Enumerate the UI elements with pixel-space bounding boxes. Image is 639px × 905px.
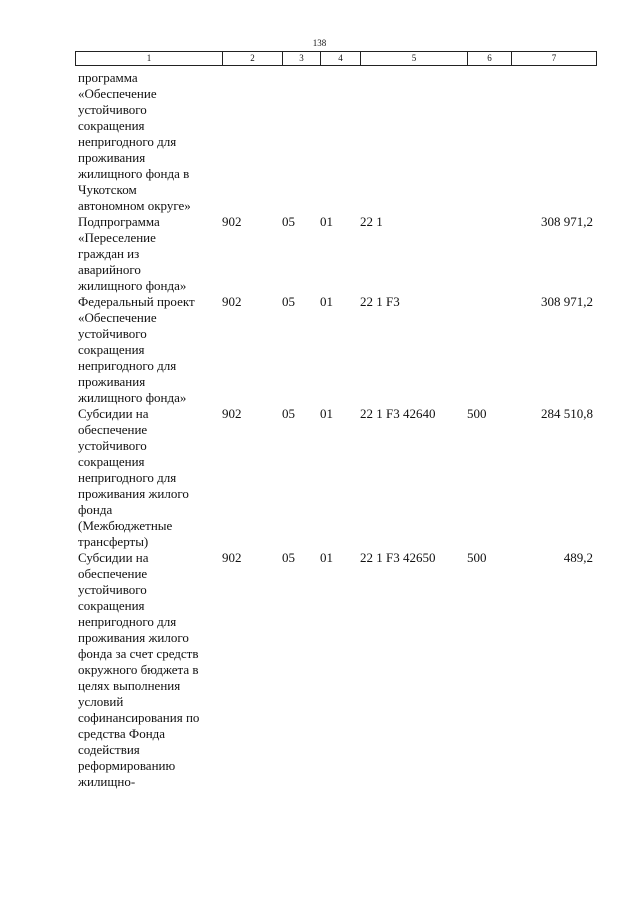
subsection-code-cell: 01 — [320, 294, 333, 309]
amount-cell: 308 971,2 — [541, 214, 593, 229]
row-name-line: непригодного для — [78, 358, 177, 373]
header-col-1: 1 — [76, 52, 223, 65]
header-col-5: 5 — [361, 52, 468, 65]
row-name-cell — [75, 406, 222, 550]
subsection-code-cell: 01 — [320, 550, 333, 565]
header-col-3: 3 — [283, 52, 321, 65]
admin-code-cell: 902 — [222, 550, 242, 565]
row-name-line: сокращения — [78, 118, 145, 133]
row-name-line: проживания — [78, 150, 146, 165]
row-name-line: непригодного для — [78, 470, 177, 485]
row-name-line: непригодного для — [78, 134, 177, 149]
row-name-line: Подпрограмма — [78, 214, 160, 229]
row-name-line: жилищного фонда» — [78, 278, 187, 293]
row-name-line: программа — [78, 70, 138, 85]
row-name-line: софинансирования по — [78, 710, 200, 725]
row-name-line: устойчивого — [78, 326, 147, 341]
row-name-line: Федеральный проект — [78, 294, 195, 309]
table-row — [75, 406, 595, 550]
row-name-line: фонда за счет средств — [78, 646, 199, 661]
row-name-line: обеспечение — [78, 566, 148, 581]
row-name-line: трансферты) — [78, 534, 149, 549]
expense-type-cell: 500 — [467, 550, 487, 565]
row-name-line: устойчивого — [78, 102, 147, 117]
table-header — [75, 51, 597, 66]
row-name-line: сокращения — [78, 598, 145, 613]
table-row — [75, 214, 595, 294]
subsection-code-cell: 01 — [320, 214, 333, 229]
section-code-cell: 05 — [282, 406, 295, 421]
row-name-line: (Межбюджетные — [78, 518, 173, 533]
row-name-line: жилищно- — [78, 774, 136, 789]
row-name-line: Чукотском — [78, 182, 137, 197]
amount-cell: 308 971,2 — [541, 294, 593, 309]
row-name-line: содействия — [78, 742, 140, 757]
row-name-line: аварийного — [78, 262, 141, 277]
row-name-line: фонда — [78, 502, 113, 517]
row-name-line: непригодного для — [78, 614, 177, 629]
header-col-6: 6 — [468, 52, 512, 65]
row-name-line: Субсидии на — [78, 550, 149, 565]
table-row — [75, 294, 595, 406]
row-name-line: «Обеспечение — [78, 86, 157, 101]
admin-code-cell: 902 — [222, 406, 242, 421]
header-col-7: 7 — [551, 53, 557, 63]
row-name-cell — [75, 294, 222, 406]
row-name-line: проживания — [78, 374, 146, 389]
target-article-cell: 22 1 — [360, 214, 383, 229]
row-name-line: проживания жилого — [78, 630, 189, 645]
row-name-line: «Переселение — [78, 230, 156, 245]
target-article-cell: 22 1 F3 42650 — [360, 550, 436, 565]
target-article-cell: 22 1 F3 42640 — [360, 406, 436, 421]
row-name-line: Субсидии на — [78, 406, 149, 421]
row-name-line: проживания жилого — [78, 486, 189, 501]
row-name-line: жилищного фонда в — [78, 166, 190, 181]
row-name-line: жилищного фонда» — [78, 390, 187, 405]
row-name-line: сокращения — [78, 454, 145, 469]
amount-cell: 284 510,8 — [541, 406, 593, 421]
section-code-cell: 05 — [282, 214, 295, 229]
row-name-line: средства Фонда — [78, 726, 166, 741]
admin-code-cell: 902 — [222, 214, 242, 229]
subsection-code-cell: 01 — [320, 406, 333, 421]
section-code-cell: 05 — [282, 294, 295, 309]
header-col-4: 4 — [321, 52, 361, 65]
row-name-cell — [75, 214, 222, 294]
row-name-line: реформированию — [78, 758, 176, 773]
row-name-line: устойчивого — [78, 582, 147, 597]
table-row — [75, 550, 595, 790]
admin-code-cell: 902 — [222, 294, 242, 309]
row-name-line: целях выполнения — [78, 678, 181, 693]
row-name-cell — [75, 70, 222, 214]
table-row — [75, 70, 595, 214]
row-name-line: «Обеспечение — [78, 310, 157, 325]
page-number: 138 — [312, 38, 327, 48]
header-col-2: 2 — [223, 52, 283, 65]
row-name-line: автономном округе» — [78, 198, 191, 213]
section-code-cell: 05 — [282, 550, 295, 565]
row-name-line: окружного бюджета в — [78, 662, 199, 677]
target-article-cell: 22 1 F3 — [360, 294, 400, 309]
row-name-cell — [75, 550, 222, 790]
row-name-line: условий — [78, 694, 124, 709]
expense-type-cell: 500 — [467, 406, 487, 421]
table-body — [75, 70, 595, 790]
row-name-line: устойчивого — [78, 438, 147, 453]
row-name-line: сокращения — [78, 342, 145, 357]
row-name-line: обеспечение — [78, 422, 148, 437]
amount-cell: 489,2 — [563, 550, 593, 565]
row-name-line: граждан из — [78, 246, 140, 261]
